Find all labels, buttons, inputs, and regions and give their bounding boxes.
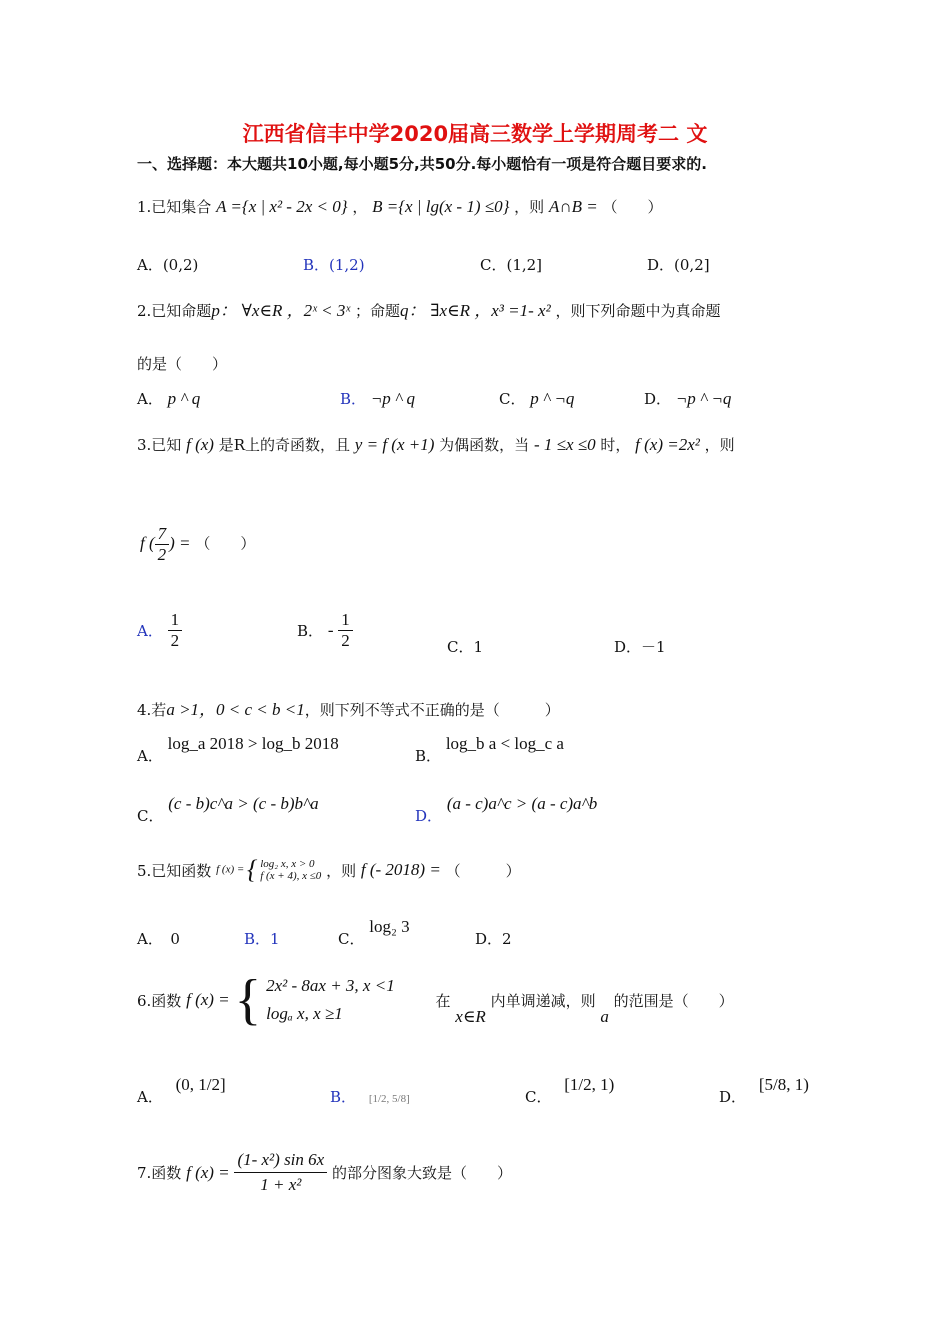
q5-option-c-label: C．	[338, 930, 365, 948]
q3-f: f (x)	[186, 435, 214, 454]
q3-b-sign: -	[327, 620, 334, 640]
q4-option-a-expr: log_a 2018 > log_b 2018	[167, 734, 339, 753]
q6-brace: {	[234, 969, 262, 1031]
q1-set-a: A ={x | x² - 2x < 0}	[216, 197, 348, 216]
q5-piece-1: log₂ x, x > 0	[260, 858, 315, 870]
q2-option-d-label: D．	[644, 390, 672, 408]
q5-lead: 5.已知函数	[137, 861, 212, 880]
q7-den: 1 + x²	[260, 1175, 302, 1194]
q5-brace: {	[247, 855, 258, 884]
q5-function-def	[216, 848, 321, 892]
q5-paren: （ ）	[445, 861, 521, 880]
q3-a-num: 1	[168, 610, 183, 631]
q4-cond: a >1，0 < c < b <1	[166, 700, 305, 719]
section-heading: 一、选择题：本大题共10小题,每小题5分,共50分.每小题恰有一项是符合题目要求的.	[137, 155, 707, 173]
q6-t3: 的范围是（ ）	[613, 991, 734, 1010]
q3-ask-num: 7	[155, 524, 170, 545]
q2-option-a-label: A．	[137, 390, 163, 408]
q2-option-b-expr: ¬p ^ q	[370, 389, 415, 408]
q3-def: f (x) =2x²	[635, 435, 700, 454]
q3-option-a[interactable]	[137, 610, 182, 651]
q3-t4: ，则	[704, 436, 735, 454]
q4-option-b[interactable]	[415, 734, 564, 766]
q1-paren: （ ）	[602, 198, 663, 216]
q4-option-c[interactable]	[137, 794, 319, 826]
q3-option-d[interactable]: D．－1	[614, 638, 666, 656]
q2-option-a[interactable]	[137, 388, 200, 409]
q3-b-num: 1	[338, 610, 353, 631]
q3-cond: - 1 ≤x ≤0	[533, 435, 596, 454]
q3-option-a-label: A．	[137, 622, 163, 640]
q6-fx: f (x) =	[186, 990, 230, 1009]
q2-p: p：	[211, 301, 237, 320]
q7-lead: 7.函数	[137, 1164, 182, 1182]
q5-option-c[interactable]	[338, 917, 410, 949]
q2-q: q：	[399, 301, 426, 320]
q1-lead: 1.已知集合	[137, 198, 212, 216]
q4-option-b-expr: log_b a < log_c a	[445, 734, 564, 753]
q6-option-c-label: C．	[525, 1088, 552, 1106]
q1-sep: ，	[352, 198, 368, 216]
q4-option-d-expr: (a - c)a^c > (a - c)a^b	[446, 794, 598, 813]
q2-lead: 2.已知命题	[137, 302, 212, 320]
question-6	[137, 969, 734, 1031]
q3-ask	[140, 524, 255, 565]
q6-option-d-expr: [5/8, 1)	[758, 1075, 809, 1094]
q5-option-c-expr: log₂ 3	[369, 917, 410, 936]
q3-lead: 3.已知	[137, 436, 182, 454]
q6-pieces	[266, 972, 395, 1028]
q3-t3: 时，	[600, 436, 631, 454]
q4-option-a[interactable]	[137, 734, 339, 766]
q6-option-b-expr: [1/2, 5/8]	[368, 1093, 410, 1105]
q2-option-c[interactable]	[499, 388, 574, 409]
q6-piece-2: logₐ x, x ≥1	[266, 1004, 343, 1023]
q5-option-d[interactable]: D．2	[475, 930, 512, 948]
q3-y: y = f (x +1)	[354, 435, 435, 454]
q7-num: (1- x²) sin 6x	[234, 1148, 327, 1173]
q2-line2: 的是（ ）	[137, 355, 228, 373]
q4-lead: 4.若	[137, 701, 167, 719]
q2-mid: ；命题	[354, 302, 400, 320]
page-title: 江西省信丰中学2020届高三数学上学期周考二 文	[242, 122, 708, 146]
q4-option-c-label: C．	[137, 807, 164, 825]
q6-option-d-label: D．	[719, 1088, 747, 1106]
q3-ask-fraction	[155, 524, 170, 565]
q3-option-a-fraction	[168, 610, 183, 651]
q4-option-d-label: D．	[415, 807, 443, 825]
q6-piece-1: 2x² - 8ax + 3, x <1	[266, 976, 395, 995]
q3-t2: 为偶函数，当	[439, 436, 530, 454]
q6-option-a-expr: (0, 1/2]	[175, 1075, 226, 1094]
question-1	[137, 196, 663, 217]
q3-b-den: 2	[341, 631, 350, 650]
q4-option-c-expr: (c - b)c^a > (c - b)b^a	[168, 794, 319, 813]
q6-option-b[interactable]	[330, 1086, 410, 1107]
q5-option-b[interactable]: B．1	[244, 930, 280, 948]
q2-tail: ，则下列命题中为真命题	[555, 302, 721, 320]
q1-set-b: B ={x | lg(x - 1) ≤0}	[372, 197, 510, 216]
q6-t1: 在	[435, 991, 451, 1010]
q6-lead: 6.函数	[137, 991, 182, 1010]
q4-tail: ，则下列不等式不正确的是（ ）	[304, 701, 560, 719]
q5-piece-2: f (x + 4), x ≤0	[260, 870, 322, 882]
q6-domain: x∈R	[455, 1007, 486, 1026]
question-7	[137, 1148, 512, 1197]
q6-option-a[interactable]	[137, 1075, 226, 1107]
q7-fraction	[234, 1148, 327, 1197]
q1-option-a[interactable]: A．(0,2)	[137, 256, 199, 274]
q3-option-b-label: B．	[297, 622, 324, 640]
q4-option-b-label: B．	[415, 747, 442, 765]
q3-option-b[interactable]	[297, 610, 353, 651]
q2-option-b[interactable]	[340, 388, 415, 409]
q3-option-c[interactable]: C．1	[447, 638, 484, 656]
q2-option-c-label: C．	[499, 390, 526, 408]
q2-option-c-expr: p ^ ¬q	[530, 389, 575, 408]
q7-fx: f (x) =	[186, 1162, 230, 1182]
q6-option-a-label: A．	[137, 1088, 163, 1106]
q3-ask-den: 2	[157, 545, 167, 564]
question-5	[137, 848, 521, 892]
q6-option-c[interactable]	[525, 1075, 615, 1107]
q3-t1: 是R上的奇函数，且	[218, 436, 351, 454]
question-2	[137, 296, 720, 321]
q5-mid: ，则	[326, 861, 357, 880]
question-4	[137, 695, 560, 720]
q2-option-a-expr: p ^ q	[167, 389, 201, 408]
q4-option-a-label: A．	[137, 747, 163, 765]
q3-ask-f: f (	[140, 533, 155, 553]
q4-option-d[interactable]	[415, 794, 597, 826]
q2-option-b-label: B．	[340, 390, 367, 408]
q3-paren: （ ）	[195, 534, 256, 553]
q6-option-c-expr: [1/2, 1)	[564, 1075, 615, 1094]
q3-a-den: 2	[170, 631, 180, 650]
q3-ask-tail: ) =	[169, 533, 191, 553]
q2-p-expr: ∀x∈R ，2ˣ < 3ˣ	[241, 301, 351, 320]
q1-option-d[interactable]: D．(0,2]	[647, 256, 710, 274]
q1-expr: A∩B =	[548, 197, 598, 216]
q2-q-expr: ∃x∈R ，x³ =1- x²	[430, 301, 551, 320]
q2-option-d[interactable]	[644, 388, 731, 409]
q6-option-d[interactable]	[719, 1075, 809, 1107]
q1-mid: ，则	[514, 198, 545, 216]
q5-pieces	[260, 858, 321, 882]
q6-t2: 内单调递减，则	[490, 991, 596, 1010]
q6-option-b-label: B．	[330, 1088, 357, 1106]
q1-option-c[interactable]: C．(1,2]	[480, 256, 543, 274]
q5-fx: f (x) =	[216, 863, 245, 876]
q1-option-b[interactable]: B．(1,2)	[303, 256, 365, 274]
q5-expr: f (- 2018) =	[360, 860, 441, 879]
q5-option-a[interactable]: A． 0	[137, 930, 180, 948]
q6-a: a	[600, 1007, 609, 1026]
question-3	[137, 434, 735, 455]
q3-option-b-fraction	[338, 610, 353, 651]
q2-option-d-expr: ¬p ^ ¬q	[675, 389, 732, 408]
q7-tail: 的部分图象大致是（ ）	[331, 1164, 512, 1182]
